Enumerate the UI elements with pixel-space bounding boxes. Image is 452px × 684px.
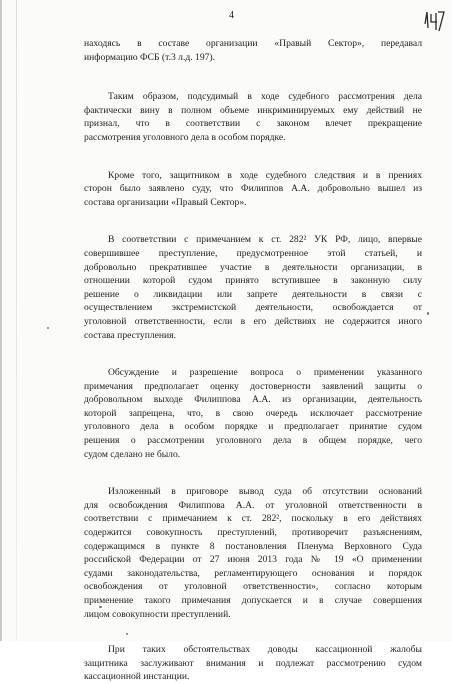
text-line: судом сделано не было.: [84, 448, 181, 460]
text-line: добровольно прекратившее участие в деятельности организации, в: [84, 261, 422, 273]
text-line: уголовной ответственности, если в его действиях не содержится иного: [84, 315, 422, 327]
scan-speck: [47, 327, 49, 329]
text-line: российской Федерации от 27 июня 2013 года № 19 «О применении: [84, 554, 422, 566]
paragraph: [84, 485, 422, 621]
text-line: решение о ликвидации или запрете деятельности в связи с: [84, 288, 422, 300]
text-line: соответствии с примечанием к ст. 282², поскольку в его действиях: [84, 513, 422, 525]
text-line: осуществлением экстремистской деятельности, освобождается от: [84, 302, 422, 314]
text-line: состава организации «Правый Сектор».: [84, 196, 247, 208]
scan-speck: [427, 312, 429, 315]
document-body: [84, 37, 422, 684]
paragraph: [84, 233, 422, 342]
text-line: которой запрещена, что, в свою очередь исключает рассмотрение: [84, 407, 422, 419]
text-line: При таких обстоятельствах доводы кассационной жалобы: [108, 644, 422, 656]
paragraph: [84, 366, 422, 461]
text-line: примечания предполагает оценку достоверности заявлений защиты о: [84, 380, 422, 392]
text-line: состава преступления.: [84, 329, 176, 341]
text-line: признал, что в соответствии с законом влечет прекращение: [84, 118, 422, 130]
text-line: для освобождения Филиппова А.А. от уголовной ответственности в: [84, 499, 422, 511]
paragraph: [84, 643, 422, 684]
text-line: совершившее преступление, предусмотренное этой статьей, и: [84, 247, 422, 259]
text-line: содержится совокупность преступлений, противоречит разъяснениям,: [84, 527, 422, 539]
text-line: освобождения от уголовной ответственности», согласно которым: [84, 581, 422, 593]
text-line: сторон было заявлено суду, что Филиппов А.А. добровольно вышел из: [84, 183, 422, 195]
handwritten-page-annotation: [422, 4, 446, 34]
text-line: применение такого примечания допускается и в случае совершения: [84, 595, 422, 606]
text-line: содержащимся в пункте 8 постановления Пленума Верховного Суда: [84, 540, 422, 552]
text-line: уголовного дела в особом порядке и предполагает принятие судом: [84, 421, 422, 433]
text-line: лицом совокупности преступлений.: [84, 608, 231, 620]
text-line: В соответствии с примечанием к ст. 282² УК РФ, лицо, впервые: [108, 234, 422, 246]
text-line: Обсуждение и разрешение вопроса о применении указанного: [108, 367, 422, 379]
text-line: Кроме того, защитником в ходе судебного следствия и в прениях: [108, 169, 422, 181]
text-line: судами законодательства, регламентирующего основания и порядок: [84, 567, 422, 579]
text-line: рассмотрения уголовного дела в особом порядке.: [84, 131, 286, 143]
page-number: 4: [229, 10, 234, 21]
paragraph: [84, 37, 422, 64]
text-line: находясь в составе организации «Правый Сектор», передавал: [84, 38, 422, 49]
text-line: отношении которой судом принято вступившее в законную силу: [84, 275, 422, 287]
text-line: Таким образом, подсудимый в ходе судебного рассмотрения дела: [108, 91, 422, 103]
text-line: добровольном выходе Филиппова А.А. из организации, деятельность: [84, 394, 422, 406]
scan-speck: [99, 606, 102, 608]
text-line: решения о рассмотрении уголовного дела в общем порядке, чего: [84, 435, 422, 447]
scan-speck: [126, 633, 128, 635]
text-line: Изложенный в приговоре вывод суда об отсутствии оснований: [108, 486, 422, 498]
text-line: фактически вину в полном объеме инкриминируемых ему действий не: [84, 104, 422, 116]
paragraph: [84, 169, 422, 210]
text-line: кассационной инстанции.: [84, 671, 190, 683]
text-line: информацию ФСБ (т.3 л.д. 197).: [84, 51, 216, 63]
scan-fold-line: [16, 0, 17, 641]
paragraph: [84, 90, 422, 144]
text-line: защитника заслуживают внимания и подлежат рассмотрению судом: [84, 657, 422, 669]
